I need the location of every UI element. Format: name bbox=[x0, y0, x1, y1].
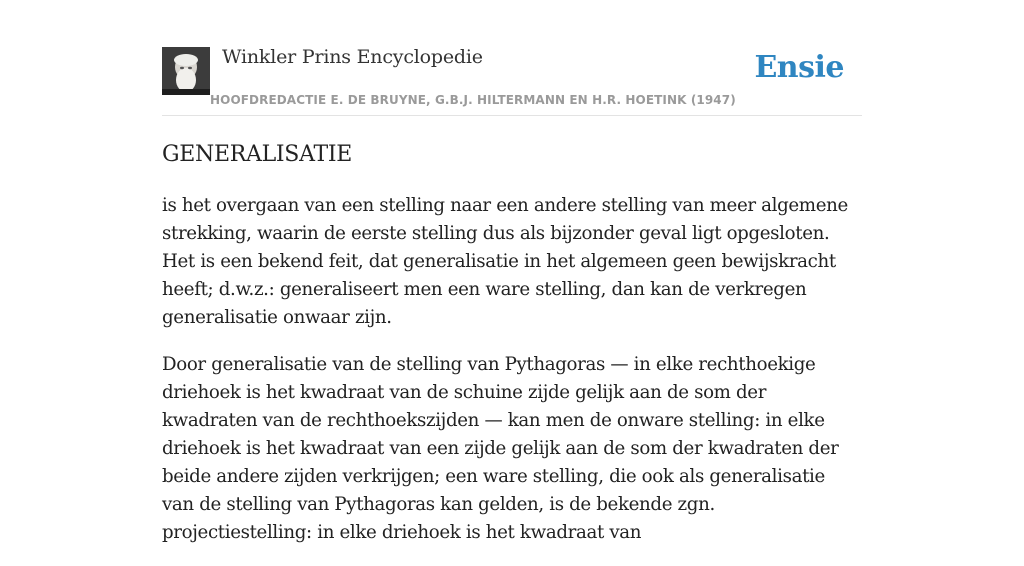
portrait-image bbox=[162, 47, 210, 95]
paragraph: is het overgaan van een stelling naar een andere stelling van meer algemene strekking, waarin de eerste stelling dus als bijzonder geval ligt opgesloten. Het is een bekend feit, dat generalisatie in het algemeen geen bewijskracht heeft; d.w.z.: generaliseert men een ware stelling, dan kan de verkregen generalisatie onwaar zijn. bbox=[162, 195, 848, 328]
article-title: GENERALISATIE bbox=[162, 142, 352, 167]
source-title[interactable]: Winkler Prins Encyclopedie bbox=[222, 46, 483, 68]
article-body bbox=[162, 192, 862, 566]
paragraph: Door generalisatie van de stelling van Pythagoras — in elke rechthoekige driehoek is het kwadraat van de schuine zijde gelijk aan de som der kwadraten van de rechthoekszijden — kan men de onware stelling: in elke driehoek is het kwadraat van een zijde gelijk aan de som der kwadraten der beide andere zijden verkrijgen; een ware stelling, die ook als generalisatie van de stelling van Pythagoras kan gelden, is de bekende zgn. projectiestelling: in elke driehoek is het kwadraat van bbox=[162, 354, 839, 543]
source-header bbox=[162, 46, 862, 116]
editors-credit: HOOFDREDACTIE E. DE BRUYNE, G.B.J. HILTERMANN EN H.R. HOETINK (1947) bbox=[210, 93, 736, 107]
brand-logo[interactable]: Ensie bbox=[754, 50, 844, 85]
author-avatar[interactable] bbox=[162, 47, 210, 95]
